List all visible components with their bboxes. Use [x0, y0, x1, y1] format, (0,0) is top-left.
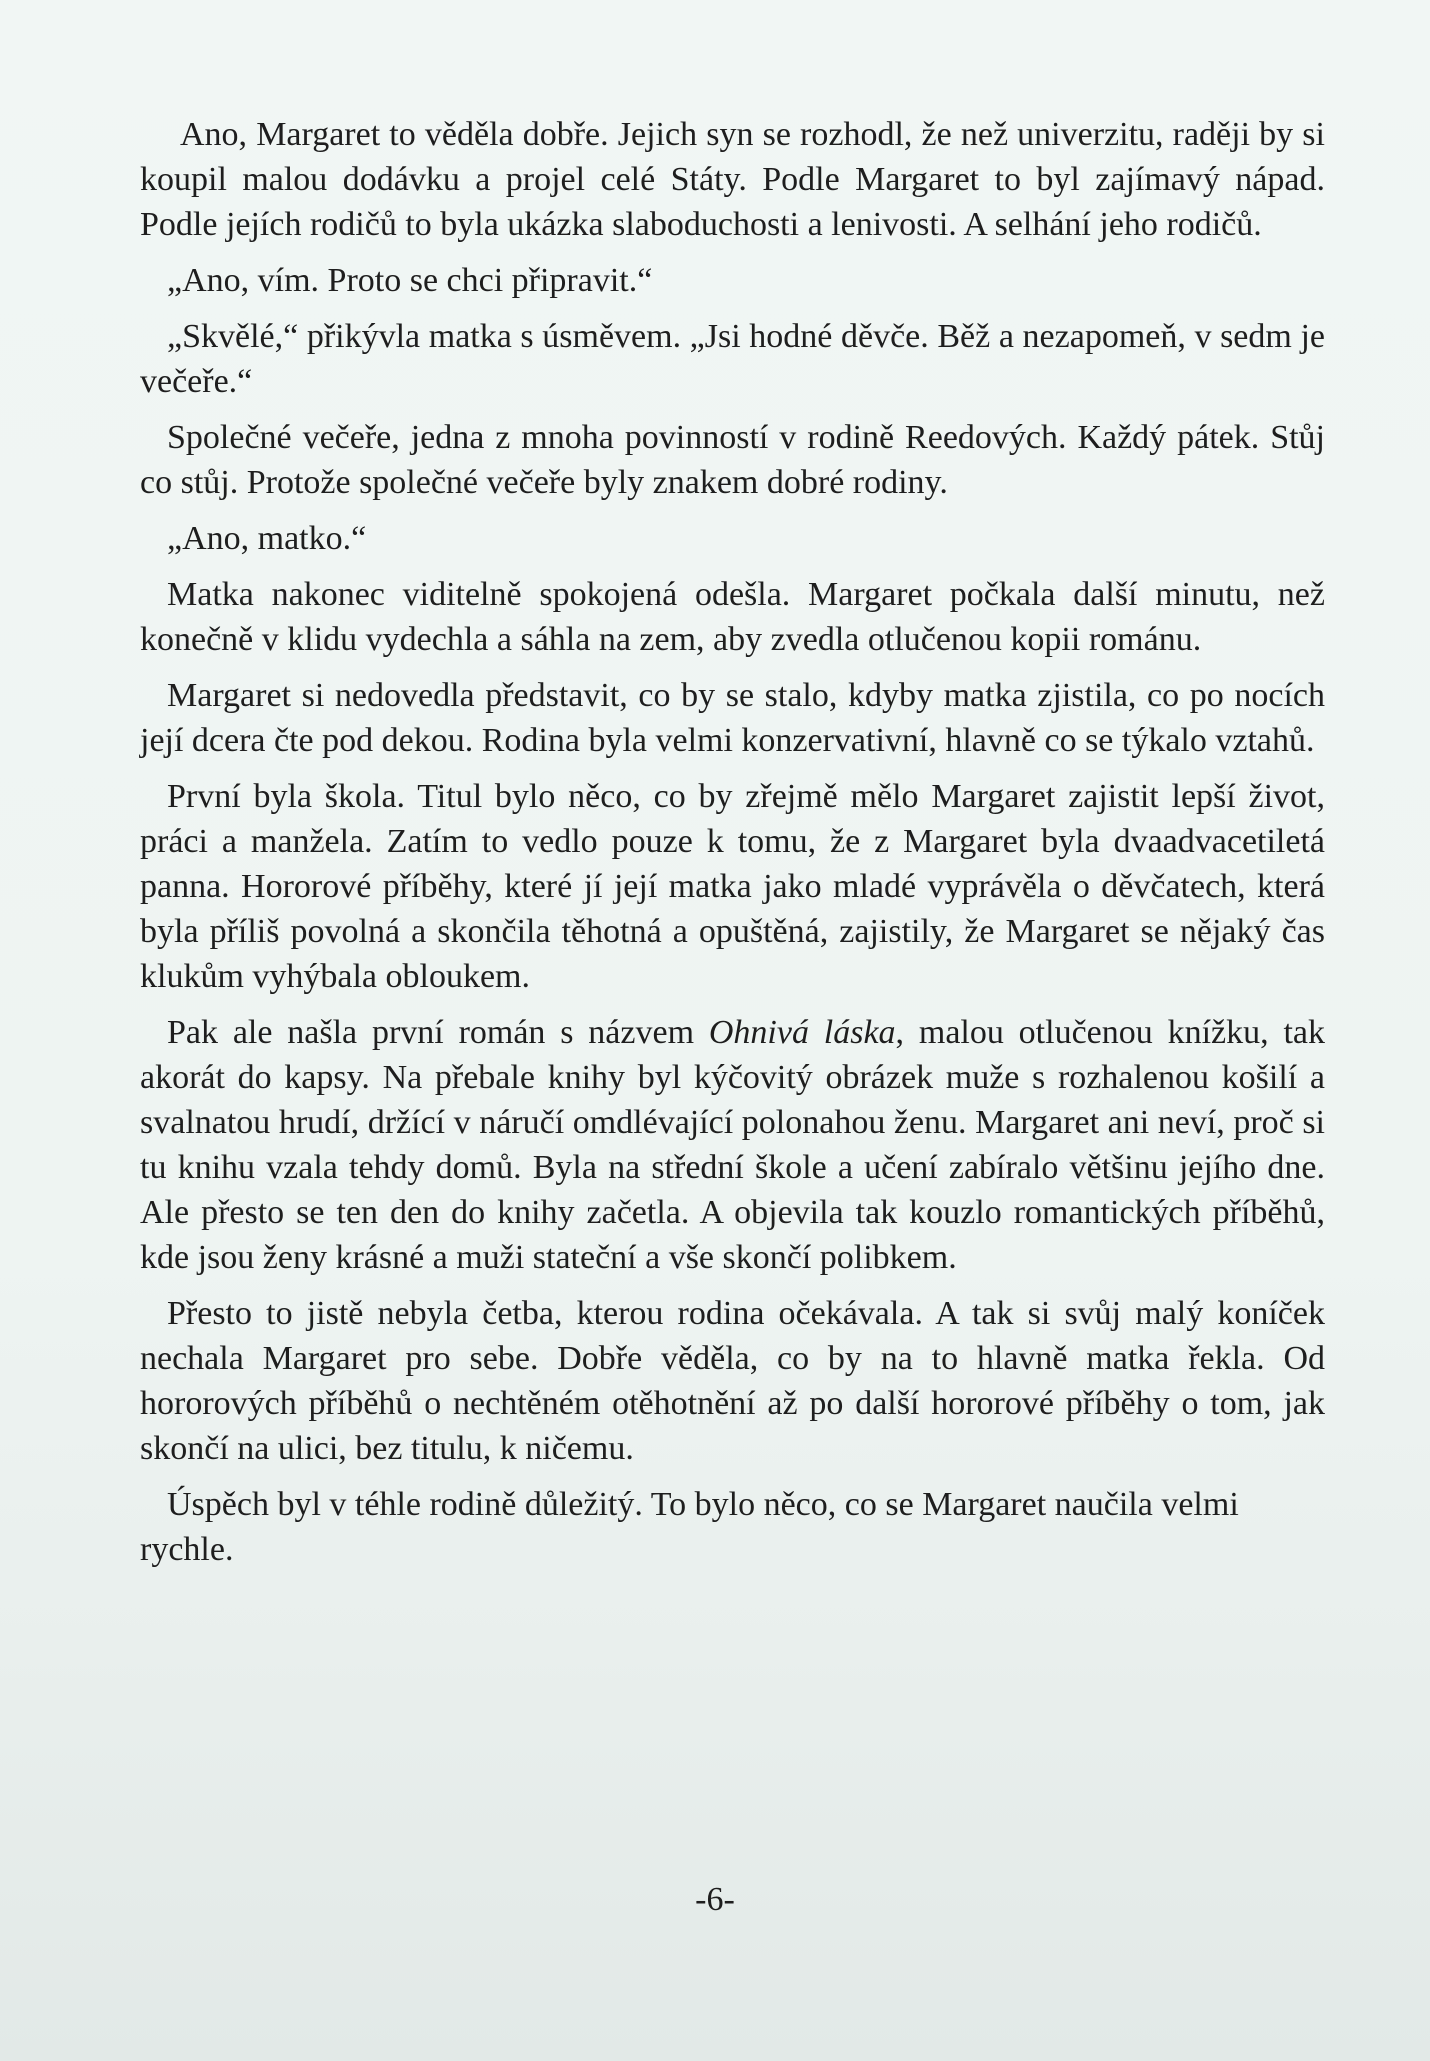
dialogue-line: „Ano, vím. Proto se chci připravit.“ [167, 262, 653, 299]
paragraph-text-before-title: Pak ale našla první román s názvem [167, 1014, 709, 1051]
dialogue-line: „Ano, matko.“ [167, 520, 367, 557]
paragraph: Společné večeře, jedna z mnoha povinností v rodině Reedových. Každý pátek. Stůj co stůj. Protože společné večeře byly znakem dobré rodiny. [140, 419, 1325, 501]
page-number: -6- [695, 1881, 735, 1918]
paragraph: První byla škola. Titul bylo něco, co by zřejmě mělo Margaret zajistit lepší život, práci a manžela. Zatím to vedlo pouze k tomu, že z Margaret byla dvaadvacetiletá panna. Hororové příběhy, které jí její matka jako mladé vyprávěla o děvčatech, která byla příliš povolná a skončila těhotná a opuštěná, zajistily, že Margaret se nějaký čas klukům vyhýbala obloukem. [140, 778, 1325, 995]
paragraph: Přesto to jistě nebyla četba, kterou rodina očekávala. A tak si svůj malý koníček nechala Margaret pro sebe. Dobře věděla, co by na to hlavně matka řekla. Od hororových příběhů o nechtěném otěhotnění až po další hororové příběhy o tom, jak skončí na ulici, bez titulu, k ničemu. [140, 1295, 1325, 1467]
paragraph-text-after-title: , malou otlučenou knížku, tak akorát do kapsy. Na přebale knihy byl kýčovitý obrázek muže s rozhalenou košilí a svalnatou hrudí, držící v náručí omdlévající polonahou ženu. Margaret ani neví, proč si tu knihu vzala tehdy domů. Byla na střední škole a učení zabíralo většinu jejího dne. Ale přesto se ten den do knihy začetla. A objevila tak kouzlo romantických příběhů, kde jsou ženy krásné a muži stateční a vše skončí polibkem. [140, 1014, 1325, 1276]
paragraph: Ano, Margaret to věděla dobře. Jejich syn se rozhodl, že než univerzitu, raději by si koupil malou dodávku a projel celé Státy. Podle Margaret to byl zajímavý nápad. Podle jejích rodičů to byla ukázka slaboduchosti a lenivosti. A selhání jeho rodičů. [140, 116, 1325, 243]
paragraph: Matka nakonec viditelně spokojená odešla. Margaret počkala další minutu, než konečně v klidu vydechla a sáhla na zem, aby zvedla otlučenou kopii románu. [140, 576, 1325, 658]
paragraph: Margaret si nedovedla představit, co by se stalo, kdyby matka zjistila, co po nocích její dcera čte pod dekou. Rodina byla velmi konzervativní, hlavně co se týkalo vztahů. [140, 677, 1325, 759]
paragraph [140, 1010, 1325, 1280]
dialogue-line: „Skvělé,“ přikývla matka s úsměvem. „Jsi hodné děvče. Běž a nezapomeň, v sedm je večeře.“ [140, 318, 1325, 400]
book-title: Ohnivá láska [708, 1014, 896, 1051]
body-text [140, 112, 1325, 1583]
paragraph: Úspěch byl v téhle rodině důležitý. To bylo něco, co se Margaret naučila velmi rychle. [140, 1486, 1239, 1568]
